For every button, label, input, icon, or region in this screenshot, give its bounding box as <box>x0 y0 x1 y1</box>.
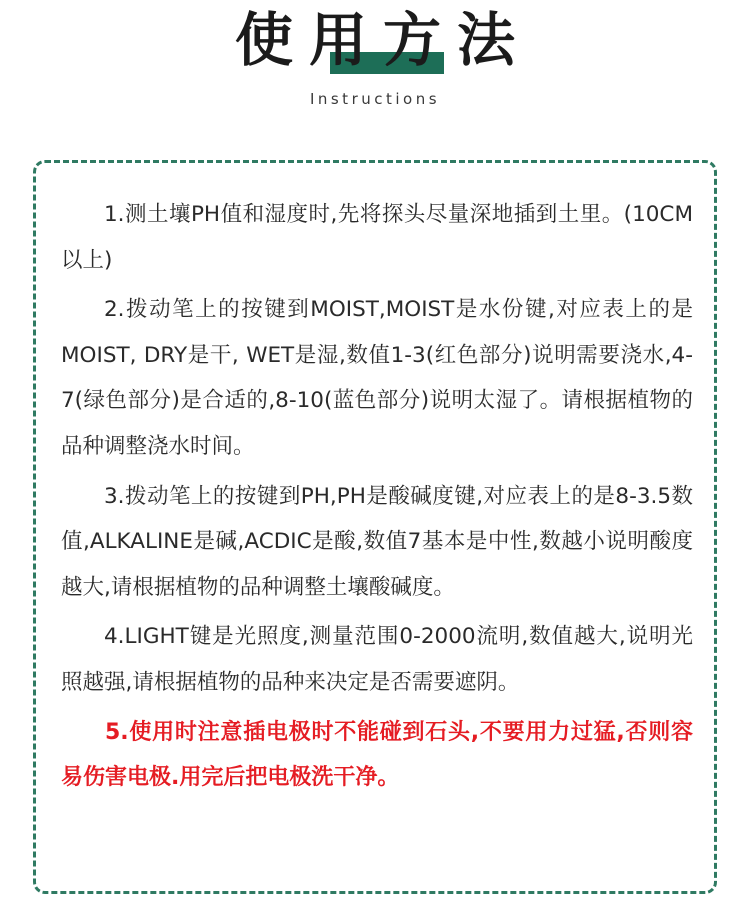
instructions-list <box>61 192 693 805</box>
instruction-step-2: 2.拨动笔上的按键到MOIST,MOIST是水份键,对应表上的是MOIST, DRY是干, WET是湿,数值1-3(红色部分)说明需要浇水,4-7(绿色部分)是合适的,8-10(蓝色部分)说明太湿了。请根据植物的品种调整浇水时间。 <box>61 297 693 459</box>
instruction-step-1: 1.测土壤PH值和湿度时,先将探头尽量深地插到土里。(10CM以上) <box>61 202 693 273</box>
page-subtitle: Instructions <box>309 90 441 108</box>
instruction-step-5-warning: 5.使用时注意插电极时不能碰到石头,不要用力过猛,否则容易伤害电极.用完后把电极洗干净。 <box>61 719 693 791</box>
title-block <box>0 0 750 80</box>
instruction-step-4: 4.LIGHT键是光照度,测量范围0-2000流明,数值越大,说明光照越强,请根据植物的品种来决定是否需要遮阴。 <box>61 624 693 695</box>
page-title: 使用方法 <box>234 6 531 74</box>
instruction-step-3: 3.拨动笔上的按键到PH,PH是酸碱度键,对应表上的是8-3.5数值,ALKALINE是碱,ACDIC是酸,数值7基本是中性,数越小说明酸度越大,请根据植物的品种调整土壤酸碱度。 <box>61 483 693 600</box>
